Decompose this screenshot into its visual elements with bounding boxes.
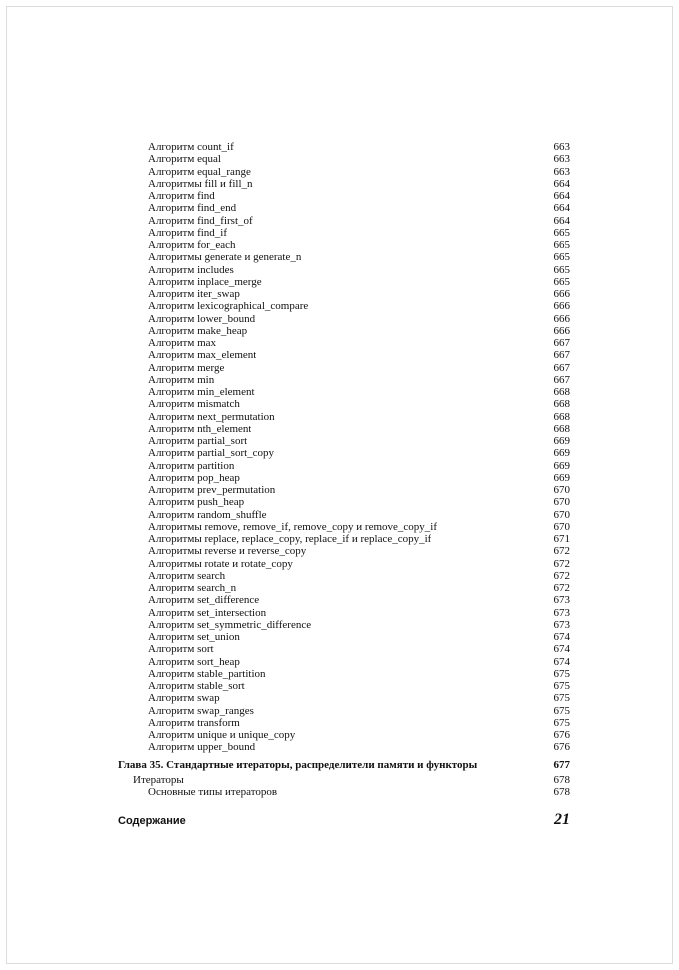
toc-entry-page: 677 [553, 758, 570, 771]
toc-entry-label: Алгоритм iter_swap [148, 288, 240, 300]
toc-entry-row [118, 190, 570, 202]
toc-entry-row [118, 215, 570, 227]
toc-entry-label: Основные типы итераторов [148, 786, 278, 798]
toc-entry-page: 670 [553, 520, 570, 533]
toc-entry-page: 666 [553, 312, 570, 325]
toc-entry-row [118, 447, 570, 459]
toc-entry-page: 665 [553, 239, 570, 251]
toc-entry-row [118, 300, 570, 312]
toc-entry-row [118, 362, 570, 374]
toc-entry-label: Алгоритм min_element [148, 386, 255, 398]
toc-entry-page: 668 [553, 410, 570, 423]
toc-entry-page: 664 [553, 190, 570, 202]
toc-entry-row [118, 386, 570, 398]
toc-entry-page: 665 [553, 263, 570, 276]
toc-entry-label: Алгоритм find_if [148, 226, 228, 239]
toc-entry-label: Алгоритм stable_sort [148, 680, 245, 692]
toc-entry-row [118, 533, 570, 545]
toc-entry-page: 675 [553, 667, 570, 680]
toc-entry-row [118, 558, 570, 570]
toc-entry-row [118, 202, 570, 214]
toc-entry-label: Алгоритм make_heap [148, 324, 248, 337]
toc-entry-page: 670 [553, 484, 570, 496]
toc-entry-label: Алгоритм pop_heap [148, 471, 240, 484]
toc-entry-label: Алгоритм upper_bound [148, 741, 256, 754]
toc-entry-page: 669 [553, 471, 570, 484]
toc-entry-label: Алгоритм mismatch [148, 398, 240, 411]
toc-entry-page: 669 [553, 447, 570, 460]
toc-entry-row [118, 153, 570, 165]
toc-chapter-row [118, 759, 570, 771]
toc-entry-row [118, 423, 570, 435]
toc-entry-page: 668 [553, 398, 570, 411]
toc-entry-label: Алгоритмы reverse и reverse_copy [148, 545, 307, 558]
toc-entry-page: 666 [553, 300, 570, 313]
toc-entry-row [118, 594, 570, 606]
toc-entry-page: 665 [553, 251, 570, 264]
toc-entry-row [118, 472, 570, 484]
toc-entry-page: 673 [553, 606, 570, 619]
toc-entry-label: Алгоритм set_union [148, 631, 240, 643]
toc-entry-label: Алгоритм set_symmetric_difference [148, 618, 312, 631]
toc-entry-row [118, 607, 570, 619]
footer-section-label: Содержание [118, 815, 186, 827]
toc-entry-label: Алгоритм merge [148, 361, 225, 374]
toc-entry-label: Алгоритм count_if [148, 141, 234, 153]
toc-entry-label: Алгоритм includes [148, 263, 234, 276]
toc-entry-page: 674 [553, 643, 570, 656]
toc-entry-row [118, 239, 570, 251]
toc-entry-row [118, 521, 570, 533]
toc-entry-page: 664 [553, 202, 570, 215]
toc-entry-row [118, 619, 570, 631]
toc-entry-row [118, 276, 570, 288]
toc-entry-label: Алгоритм inplace_merge [148, 275, 262, 288]
toc-entry-row [118, 570, 570, 582]
toc-entry-label: Алгоритмы fill и fill_n [148, 177, 253, 190]
toc-entry-label: Алгоритм set_intersection [148, 606, 267, 619]
toc-entry-label: Алгоритм max [148, 337, 217, 349]
toc-entry-page: 671 [553, 533, 570, 545]
toc-entry-page: 666 [553, 288, 570, 300]
toc-entry-page: 675 [553, 692, 570, 705]
toc-list [118, 141, 570, 798]
toc-entry-label: Алгоритм find [148, 190, 215, 202]
toc-entry-page: 673 [553, 594, 570, 607]
toc-entry-label: Алгоритмы rotate и rotate_copy [148, 557, 293, 570]
toc-entry-row [118, 374, 570, 386]
toc-entry-label: Алгоритм prev_permutation [148, 484, 276, 496]
toc-entry-label: Алгоритм transform [148, 716, 240, 729]
toc-entry-label: Алгоритмы replace, replace_copy, replace_if и replace_copy_if [148, 533, 432, 545]
toc-entry-row [118, 460, 570, 472]
toc-entry-label: Алгоритм for_each [148, 239, 236, 251]
toc-entry-label: Алгоритм search_n [148, 582, 237, 594]
toc-entry-page: 663 [553, 165, 570, 178]
toc-entry-page: 670 [553, 508, 570, 521]
toc-entry-page: 663 [553, 141, 570, 153]
toc-entry-page: 663 [553, 153, 570, 166]
toc-entry-row [118, 325, 570, 337]
toc-entry-label: Алгоритм stable_partition [148, 667, 266, 680]
toc-entry-label: Алгоритм random_shuffle [148, 508, 267, 521]
toc-entry-page: 674 [553, 631, 570, 643]
toc-entry-row [118, 786, 570, 798]
toc-entry-row [118, 166, 570, 178]
toc-entry-label: Алгоритм partition [148, 459, 235, 472]
toc-entry-label: Алгоритм lexicographical_compare [148, 300, 309, 313]
toc-entry-label: Алгоритм search [148, 569, 226, 582]
toc-entry-row [118, 398, 570, 410]
toc-entry-page: 673 [553, 618, 570, 631]
toc-content [118, 141, 570, 798]
toc-entry-row [118, 774, 570, 786]
toc-entry-page: 669 [553, 435, 570, 447]
toc-entry-row [118, 349, 570, 361]
toc-entry-row [118, 435, 570, 447]
toc-entry-row [118, 643, 570, 655]
toc-entry-label: Итераторы [133, 773, 184, 786]
toc-entry-row [118, 288, 570, 300]
toc-entry-label: Алгоритм push_heap [148, 496, 245, 509]
toc-entry-row [118, 717, 570, 729]
toc-entry-row [118, 411, 570, 423]
toc-entry-row [118, 705, 570, 717]
toc-entry-row [118, 264, 570, 276]
toc-entry-row [118, 337, 570, 349]
page-footer [118, 811, 570, 829]
toc-entry-row [118, 582, 570, 594]
toc-entry-page: 675 [553, 704, 570, 717]
toc-entry-label: Алгоритм partial_sort_copy [148, 447, 275, 460]
toc-entry-page: 664 [553, 214, 570, 227]
toc-entry-page: 667 [553, 337, 570, 349]
toc-entry-page: 672 [553, 545, 570, 558]
toc-entry-page: 674 [553, 655, 570, 668]
toc-entry-label: Алгоритм next_permutation [148, 410, 275, 423]
toc-entry-page: 665 [553, 275, 570, 288]
toc-entry-row [118, 545, 570, 557]
toc-entry-page: 668 [553, 422, 570, 435]
toc-entry-row [118, 741, 570, 753]
toc-entry-page: 676 [553, 741, 570, 754]
toc-entry-row [118, 729, 570, 741]
toc-entry-row [118, 692, 570, 704]
toc-entry-label: Алгоритм sort [148, 643, 214, 656]
toc-entry-label: Алгоритм lower_bound [148, 312, 256, 325]
toc-entry-label: Алгоритмы remove, remove_if, remove_copy и remove_copy_if [148, 520, 437, 533]
toc-entry-row [118, 680, 570, 692]
toc-entry-label: Глава 35. Стандартные итераторы, распределители памяти и функторы [118, 758, 478, 771]
toc-entry-page: 664 [553, 177, 570, 190]
toc-entry-page: 675 [553, 680, 570, 692]
toc-entry-page: 668 [553, 386, 570, 398]
toc-entry-row [118, 656, 570, 668]
toc-entry-page: 670 [553, 496, 570, 509]
footer-page-number: 21 [554, 811, 570, 828]
toc-entry-row [118, 178, 570, 190]
toc-entry-row [118, 509, 570, 521]
toc-entry-label: Алгоритм equal_range [148, 165, 251, 178]
toc-entry-label: Алгоритм swap [148, 692, 220, 705]
toc-entry-row [118, 251, 570, 263]
toc-entry-row [118, 631, 570, 643]
toc-entry-row [118, 227, 570, 239]
toc-entry-page: 667 [553, 373, 570, 386]
toc-entry-label: Алгоритм swap_ranges [148, 704, 254, 717]
toc-entry-page: 672 [553, 557, 570, 570]
toc-entry-label: Алгоритм set_difference [148, 594, 260, 607]
toc-entry-page: 672 [553, 582, 570, 594]
toc-entry-label: Алгоритм equal [148, 153, 221, 166]
toc-entry-label: Алгоритм find_first_of [148, 214, 253, 227]
toc-entry-row [118, 313, 570, 325]
toc-entry-label: Алгоритмы generate и generate_n [148, 251, 302, 264]
toc-entry-row [118, 496, 570, 508]
toc-entry-label: Алгоритм nth_element [148, 422, 252, 435]
toc-entry-page: 672 [553, 569, 570, 582]
toc-entry-row [118, 484, 570, 496]
toc-entry-label: Алгоритм max_element [148, 349, 257, 362]
toc-entry-page: 667 [553, 361, 570, 374]
toc-entry-label: Алгоритм find_end [148, 202, 237, 215]
toc-entry-row [118, 668, 570, 680]
toc-entry-page: 665 [553, 226, 570, 239]
toc-entry-page: 678 [553, 773, 570, 786]
toc-entry-page: 676 [553, 729, 570, 741]
toc-entry-label: Алгоритм partial_sort [148, 435, 248, 447]
toc-entry-row [118, 141, 570, 153]
toc-entry-label: Алгоритм unique и unique_copy [148, 729, 296, 741]
toc-entry-page: 669 [553, 459, 570, 472]
toc-entry-page: 678 [553, 786, 570, 798]
toc-entry-page: 675 [553, 716, 570, 729]
toc-entry-page: 667 [553, 349, 570, 362]
toc-entry-label: Алгоритм min [148, 373, 215, 386]
toc-entry-page: 666 [553, 324, 570, 337]
toc-entry-label: Алгоритм sort_heap [148, 655, 240, 668]
